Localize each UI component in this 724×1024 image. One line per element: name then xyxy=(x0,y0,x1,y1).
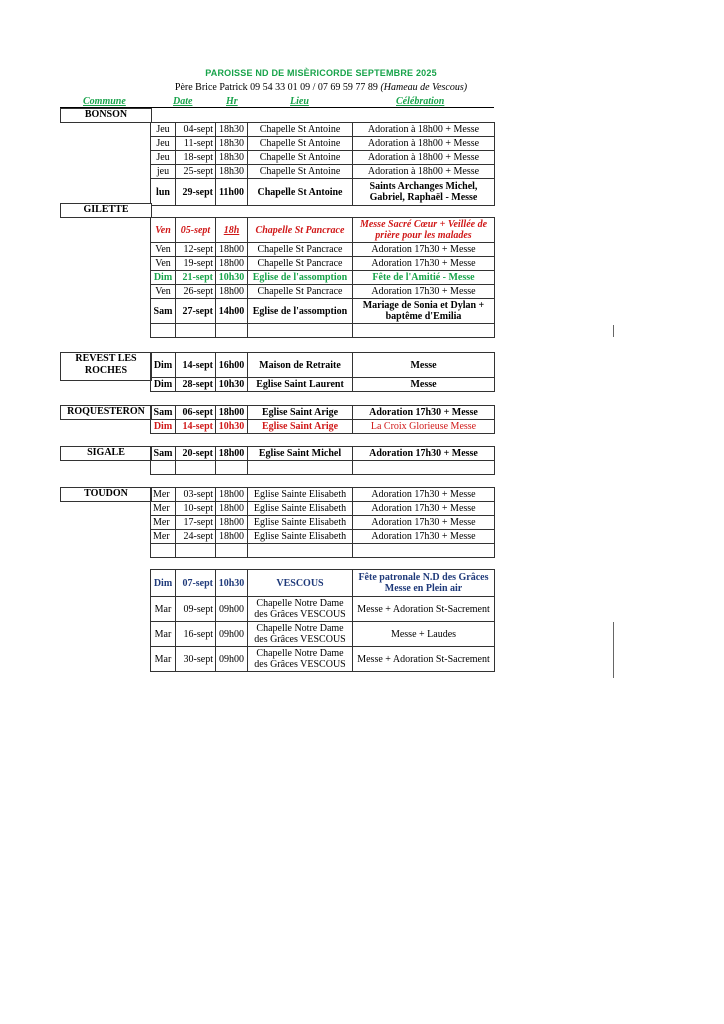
date-cell: 29-sept xyxy=(176,179,216,206)
table-row xyxy=(151,137,495,151)
table-row-empty xyxy=(151,324,495,338)
place-cell: Eglise de l'assomption xyxy=(248,299,353,324)
time-cell: 10h30 xyxy=(216,378,248,392)
place-cell: Eglise Saint Michel xyxy=(248,447,353,461)
margin-mark xyxy=(613,622,614,678)
table-sigale xyxy=(150,446,495,475)
day-cell: Dim xyxy=(151,271,176,285)
hameau-note: (Hameau de Vescous) xyxy=(380,82,468,93)
date-cell: 25-sept xyxy=(176,165,216,179)
time-cell: 18h30 xyxy=(216,137,248,151)
time-cell: 18h30 xyxy=(216,165,248,179)
time-cell: 18h30 xyxy=(216,151,248,165)
place-cell: Eglise Saint Laurent xyxy=(248,378,353,392)
celebration-cell: Adoration 17h30 + Messe xyxy=(353,285,495,299)
day-cell: Mar xyxy=(151,647,176,672)
place-cell: Chapelle St Antoine xyxy=(248,165,353,179)
celebration-cell: Adoration à 18h00 + Messe xyxy=(353,165,495,179)
time-cell: 10h30 xyxy=(216,570,248,597)
place-cell: Chapelle St Pancrace xyxy=(248,257,353,271)
table-row xyxy=(151,378,495,392)
time-cell: 11h00 xyxy=(216,179,248,206)
celebration-cell: Messe xyxy=(353,378,495,392)
date-cell: 03-sept xyxy=(176,488,216,502)
table-row xyxy=(151,299,495,324)
date-cell: 07-sept xyxy=(176,570,216,597)
day-cell: Dim xyxy=(151,420,176,434)
place-cell: Chapelle St Pancrace xyxy=(248,218,353,243)
priest-contact: Père Brice Patrick 09 54 33 01 09 / 07 69 59 77 89 xyxy=(174,82,378,93)
day-cell: Jeu xyxy=(151,137,176,151)
celebration-cell: Adoration 17h30 + Messe xyxy=(353,243,495,257)
time-cell: 16h00 xyxy=(216,353,248,378)
time-cell: 10h30 xyxy=(216,420,248,434)
celebration-cell: Messe + Laudes xyxy=(353,622,495,647)
time-cell: 18h00 xyxy=(216,406,248,420)
table-revest xyxy=(150,352,495,392)
date-cell: 26-sept xyxy=(176,285,216,299)
celebration-cell: Adoration 17h30 + Messe xyxy=(353,530,495,544)
table-row xyxy=(151,488,495,502)
table-row xyxy=(151,179,495,206)
day-cell: Ven xyxy=(151,243,176,257)
time-cell: 18h00 xyxy=(216,285,248,299)
commune-gilette: GILETTE xyxy=(60,203,152,218)
table-row xyxy=(151,502,495,516)
commune-revest-les-roches: REVEST LES ROCHES xyxy=(60,352,152,381)
date-cell: 21-sept xyxy=(176,271,216,285)
commune-toudon: TOUDON xyxy=(60,487,152,502)
time-cell: 18h00 xyxy=(216,447,248,461)
date-cell: 18-sept xyxy=(176,151,216,165)
celebration-cell: Adoration 17h30 + Messe xyxy=(353,502,495,516)
celebration-cell: Adoration à 18h00 + Messe xyxy=(353,151,495,165)
date-cell: 06-sept xyxy=(176,406,216,420)
place-cell: Eglise Sainte Elisabeth xyxy=(248,530,353,544)
celebration-cell: Adoration 17h30 + Messe xyxy=(353,257,495,271)
celebration-cell: Messe Sacré Cœur + Veillée de prière pour les malades xyxy=(353,218,495,243)
col-header-lieu: Lieu xyxy=(290,96,309,107)
table-vescous xyxy=(150,569,495,672)
celebration-cell: Fête de l'Amitié - Messe xyxy=(353,271,495,285)
commune-sigale: SIGALE xyxy=(60,446,152,461)
date-cell: 20-sept xyxy=(176,447,216,461)
table-row xyxy=(151,516,495,530)
table-row xyxy=(151,151,495,165)
page-subtitle xyxy=(150,82,492,93)
celebration-cell: Messe + Adoration St-Sacrement xyxy=(353,597,495,622)
day-cell: Mer xyxy=(151,530,176,544)
commune-bonson: BONSON xyxy=(60,108,152,123)
time-cell: 18h00 xyxy=(216,502,248,516)
day-cell: Sam xyxy=(151,299,176,324)
table-row xyxy=(151,165,495,179)
date-cell: 14-sept xyxy=(176,353,216,378)
day-cell: Sam xyxy=(151,406,176,420)
celebration-cell: Messe + Adoration St-Sacrement xyxy=(353,647,495,672)
time-cell: 09h00 xyxy=(216,647,248,672)
table-row xyxy=(151,285,495,299)
day-cell: Ven xyxy=(151,218,176,243)
date-cell: 14-sept xyxy=(176,420,216,434)
table-row xyxy=(151,123,495,137)
date-cell: 10-sept xyxy=(176,502,216,516)
celebration-cell: Adoration 17h30 + Messe xyxy=(353,488,495,502)
col-header-date: Date xyxy=(173,96,193,107)
date-cell: 17-sept xyxy=(176,516,216,530)
celebration-cell: Fête patronale N.D des Grâces Messe en Plein air xyxy=(353,570,495,597)
col-header-commune: Commune xyxy=(83,96,126,107)
place-cell: Chapelle St Antoine xyxy=(248,137,353,151)
place-cell: VESCOUS xyxy=(248,570,353,597)
place-cell: Chapelle St Antoine xyxy=(248,151,353,165)
date-cell: 04-sept xyxy=(176,123,216,137)
time-cell: 09h00 xyxy=(216,597,248,622)
date-cell: 05-sept xyxy=(176,218,216,243)
place-cell: Chapelle St Pancrace xyxy=(248,243,353,257)
col-header-celebration: Célébration xyxy=(396,96,445,107)
time-cell: 18h30 xyxy=(216,123,248,137)
day-cell: jeu xyxy=(151,165,176,179)
table-row xyxy=(151,597,495,622)
day-cell: Ven xyxy=(151,257,176,271)
date-cell: 30-sept xyxy=(176,647,216,672)
margin-mark xyxy=(613,325,614,337)
table-roquesteron xyxy=(150,405,495,434)
day-cell: Ven xyxy=(151,285,176,299)
place-cell: Maison de Retraite xyxy=(248,353,353,378)
place-cell: Chapelle Notre Dame des Grâces VESCOUS xyxy=(248,622,353,647)
celebration-cell: Adoration à 18h00 + Messe xyxy=(353,123,495,137)
date-cell: 27-sept xyxy=(176,299,216,324)
day-cell: Dim xyxy=(151,378,176,392)
time-cell: 18h00 xyxy=(216,243,248,257)
date-cell: 11-sept xyxy=(176,137,216,151)
table-row xyxy=(151,271,495,285)
commune-roquesteron: ROQUESTERON xyxy=(60,405,152,420)
celebration-cell: Adoration 17h30 + Messe xyxy=(353,516,495,530)
place-cell: Chapelle Notre Dame des Grâces VESCOUS xyxy=(248,647,353,672)
table-bonson xyxy=(150,122,495,206)
celebration-cell: La Croix Glorieuse Messe xyxy=(353,420,495,434)
day-cell: Mer xyxy=(151,502,176,516)
table-row xyxy=(151,647,495,672)
place-cell: Eglise de l'assomption xyxy=(248,271,353,285)
day-cell: Mer xyxy=(151,488,176,502)
date-cell: 19-sept xyxy=(176,257,216,271)
table-row xyxy=(151,420,495,434)
time-cell: 18h00 xyxy=(216,516,248,530)
table-row xyxy=(151,218,495,243)
day-cell: Dim xyxy=(151,353,176,378)
date-cell: 09-sept xyxy=(176,597,216,622)
table-row xyxy=(151,530,495,544)
table-row xyxy=(151,353,495,378)
time-cell: 09h00 xyxy=(216,622,248,647)
day-cell: Dim xyxy=(151,570,176,597)
celebration-cell: Adoration 17h30 + Messe xyxy=(353,406,495,420)
time-cell: 10h30 xyxy=(216,271,248,285)
day-cell: Mar xyxy=(151,597,176,622)
time-cell: 18h00 xyxy=(216,530,248,544)
table-row xyxy=(151,570,495,597)
time-cell: 18h xyxy=(216,218,248,243)
day-cell: Mer xyxy=(151,516,176,530)
place-cell: Eglise Sainte Elisabeth xyxy=(248,488,353,502)
table-toudon xyxy=(150,487,495,558)
table-row xyxy=(151,406,495,420)
page-title: PAROISSE ND DE MISÈRICORDE SEPTEMBRE 2025 xyxy=(205,68,437,78)
day-cell: Sam xyxy=(151,447,176,461)
time-cell: 18h00 xyxy=(216,257,248,271)
time-cell: 14h00 xyxy=(216,299,248,324)
day-cell: Jeu xyxy=(151,123,176,137)
place-cell: Chapelle St Pancrace xyxy=(248,285,353,299)
place-cell: Eglise Saint Arige xyxy=(248,420,353,434)
place-cell: Chapelle St Antoine xyxy=(248,179,353,206)
day-cell: Jeu xyxy=(151,151,176,165)
date-cell: 16-sept xyxy=(176,622,216,647)
day-cell: lun xyxy=(151,179,176,206)
place-cell: Chapelle St Antoine xyxy=(248,123,353,137)
celebration-cell: Adoration 17h30 + Messe xyxy=(353,447,495,461)
celebration-cell: Adoration à 18h00 + Messe xyxy=(353,137,495,151)
table-gilette xyxy=(150,217,495,338)
table-row xyxy=(151,243,495,257)
table-row xyxy=(151,447,495,461)
celebration-cell: Saints Archanges Michel, Gabriel, Raphaël - Messe xyxy=(353,179,495,206)
place-cell: Chapelle Notre Dame des Grâces VESCOUS xyxy=(248,597,353,622)
place-cell: Eglise Saint Arige xyxy=(248,406,353,420)
table-row xyxy=(151,257,495,271)
place-cell: Eglise Sainte Elisabeth xyxy=(248,502,353,516)
day-cell: Mar xyxy=(151,622,176,647)
table-row-empty xyxy=(151,461,495,475)
time-cell: 18h00 xyxy=(216,488,248,502)
date-cell: 28-sept xyxy=(176,378,216,392)
place-cell: Eglise Sainte Elisabeth xyxy=(248,516,353,530)
col-header-hr: Hr xyxy=(226,96,238,107)
date-cell: 12-sept xyxy=(176,243,216,257)
celebration-cell: Messe xyxy=(353,353,495,378)
table-row xyxy=(151,622,495,647)
table-row-empty xyxy=(151,544,495,558)
date-cell: 24-sept xyxy=(176,530,216,544)
celebration-cell: Mariage de Sonia et Dylan + baptême d'Emilia xyxy=(353,299,495,324)
